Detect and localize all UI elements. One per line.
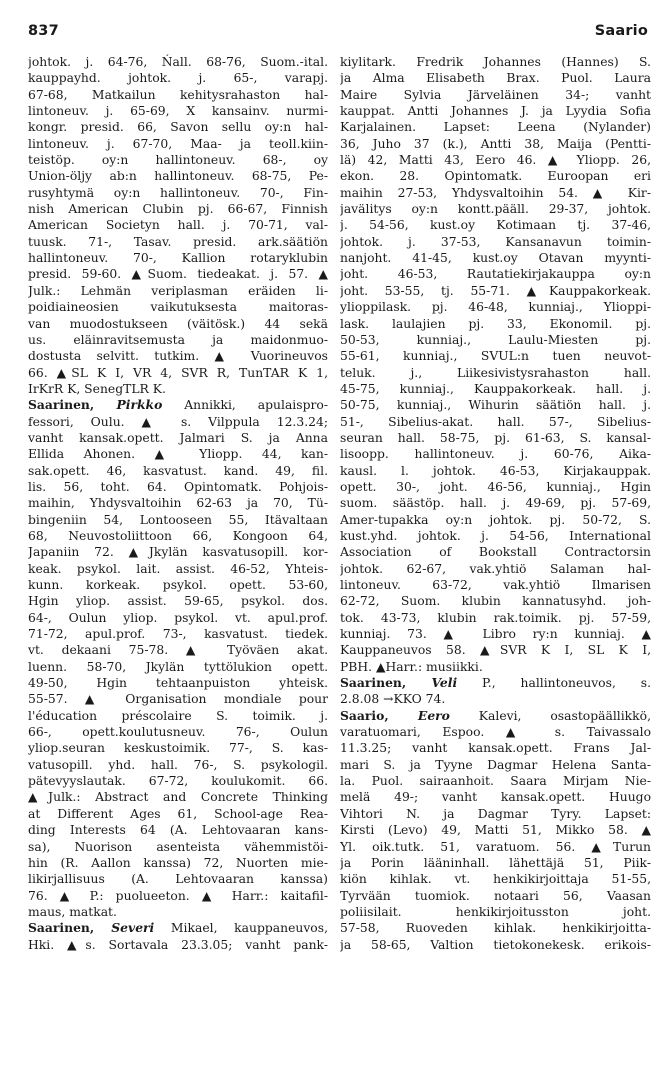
text-line: 45-75, kunniaj., Kauppakorkeak. hall. j. [340,381,651,396]
text-line: vanht kansak.opett. Jalmari S. ja Anna [28,430,328,445]
text-line: nanjoht. 41-45, kust.oy Otavan myynti- [340,251,651,266]
text-line: kust.yhd. johtok. j. 54-56, International [340,528,651,543]
left-text-column [28,54,328,953]
text-line: American Societyn hall. j. 70-71, val- [28,218,328,233]
entry-given-name: Eero [417,707,450,723]
text-line: yliop.seuran keskustoimik. 77-, S. kas- [28,741,328,756]
text-line: dostusta selvitt. tutkim. ▲ Vuorineuvos [28,349,328,364]
text-line: kunniaj. 73. ▲ Libro ry:n kunniaj. ▲ [340,627,651,642]
text-line: 57-58, Ruoveden kihlak. henkikirjoitta- [340,921,651,936]
text-line: johtok. j. 37-53, Kansanavun toimin- [340,234,651,249]
running-head: Saario [594,23,648,39]
text-line: javälitys oy:n kontt.pääll. 29-37, johtok. [340,202,651,217]
text-line: Kirsti (Levo) 49, Matti 51, Mikko 58. ▲ [340,823,651,838]
text-line: sa), Nuorison asenteista vähemmistöi- [28,839,328,854]
text-line: IrKrR K, SenegTLR K. [28,381,166,396]
text-line: lask. laulajien pj. 33, Ekonomil. pj. [340,316,651,331]
text-line: lisoopp. hallintoneuv. j. 60-76, Aika- [340,447,651,462]
text-line: Ellida Ahonen. ▲ Yliopp. 44, kan- [28,447,328,462]
text-line: lintoneuv. j. 65-69, X kansainv. nurmi- [28,104,328,119]
text-line: 55-61, kunniaj., SVUL:n tuen neuvot- [340,349,651,364]
text-line: at Different Ages 61, School-age Rea- [28,806,328,821]
text-line: ▲Julk.: Abstract and Concrete Thinking [28,790,328,805]
text-line: us. eläinravitsemusta ja maidonmuo- [28,332,328,347]
entry-given-name: Pirkko [116,397,163,413]
text-line: 2.8.08 →KKO 74. [340,692,446,707]
text-line: Hki. ▲s. Sortavala 23.3.05; vanht pank- [28,937,328,952]
text-line: tuusk. 71-, Tasav. presid. ark.säätiön [28,234,328,249]
text-line: teluk. j., Liikesivistysrahaston hall. [340,365,651,380]
text-line: poidiaineosien vaikutuksesta maitoras- [28,300,328,315]
entry-surname: Saarinen, [340,675,432,691]
text-line: varatuomari, Espoo. ▲ s. Taivassalo [340,725,651,740]
text-line: poliisilait. henkikirjoitusston joht. [340,904,651,919]
text-line: rusyhtymä oy:n hallintoneuv. 70-, Fin- [28,185,328,200]
text-line: ja Alma Elisabeth Brax. Puol. Laura [340,71,651,86]
text-line: l'éducation préscolaire S. toimik. j. [28,708,328,723]
text-line: PBH. ▲Harr.: musiikki. [340,659,483,674]
text-line: luenn. 58-70, Jkylän tyttölukion opett. [28,659,328,674]
text-line: maihin, Yhdysvaltoihin 62-63 ja 70, Tü- [28,496,328,511]
text-line: Saarinen, Veli P., hallintoneuvos, s. [340,675,651,691]
text-line: ding Interests 64 (A. Lehtovaaran kans- [28,823,328,838]
text-line: hallintoneuv. 70-, Kallion rotaryklubin [28,251,328,266]
text-line: Amer-tupakka oy:n johtok. pj. 50-72, S. [340,512,651,527]
text-line: Kauppaneuvos 58. ▲SVR K I, SL K I, [340,643,651,658]
text-line: nish American Clubin pj. 66-67, Finnish [28,202,328,217]
text-line: kausl. l. johtok. 46-53, Kirjakauppak. [340,463,651,478]
text-line: seuran hall. 58-75, pj. 61-63, S. kansal- [340,430,651,445]
text-line: 49-50, Hgin tehtaanpuiston yhteisk. [28,676,328,691]
text-line: vatusopill. yhd. hall. 76-, S. psykologil. [28,757,328,772]
entry-surname: Saario, [340,707,418,723]
text-line: likirjallisuus (A. Lehtovaaran kanssa) [28,872,328,887]
text-line: hin (R. Aallon kanssa) 72, Nuorten mie- [28,855,328,870]
text-line: Japaniin 72. ▲Jkylän kasvatusopill. kor- [28,545,328,560]
text-line: 62-72, Suom. klubin kannatusyhd. joh- [340,594,651,609]
text-line: Karjalainen. Lapset: Leena (Nylander) [340,120,651,135]
text-line: 64-, Oulun yliop. psykol. vt. apul.prof. [28,610,328,625]
text-line: suom. säästöp. hall. j. 49-69, pj. 57-69, [340,496,651,511]
text-line: ja Porin lääninhall. lähettäjä 51, Piik- [340,855,651,870]
text-line: 51-, Sibelius-akat. hall. 57-, Sibelius- [340,414,651,429]
text-line: ja 58-65, Valtion tietokonekesk. erikois- [340,937,651,952]
text-line: johtok. j. 64-76, Ńall. 68-76, Suom.-ital. [28,55,328,69]
text-line: kunn. korkeak. psykol. opett. 53-60, [28,578,328,592]
text-line: Vihtori N. ja Dagmar Tyry. Lapset: [340,806,651,821]
text-line: vt. dekaani 75-78. ▲ Työväen akat. [28,643,328,658]
text-line: 76. ▲ P.: puolueeton. ▲ Harr.: kaitafil- [28,888,328,903]
text-line: 50-75, kunniaj., Wihurin säätiön hall. j. [340,398,651,413]
entry-surname: Saarinen, [28,920,112,936]
text-line: maus, matkat. [28,904,117,919]
text-line: joht. 46-53, Rautatiekirjakauppa oy:n [340,267,651,282]
text-line: tok. 43-73, klubin rak.toimik. pj. 57-59, [340,610,651,625]
page-number: 837 [28,23,59,39]
text-line: 67-68, Matkailun kehitysrahaston hal- [28,87,328,102]
text-line: kauppat. Antti Johannes J. ja Lyydia Sofia [340,104,651,119]
text-line: Association of Bookstall Contractorsin [340,545,651,560]
text-line: joht. 53-55, tj. 55-71. ▲Kauppakorkeak. [340,283,651,298]
entry-given-name: Severi [111,920,155,936]
text-line: Union-öljy ab:n hallintoneuv. 68-75, Pe- [28,169,328,184]
text-line: la. Puol. sairaanhoit. Saara Mirjam Nie- [340,774,651,789]
text-line: 11.3.25; vanht kansak.opett. Frans Jal- [340,741,651,756]
text-line: kiylitark. Fredrik Johannes (Hannes) S. [340,55,651,69]
text-line: kauppayhd. johtok. j. 65-, varapj. [28,71,328,86]
entry-given-name: Veli [431,675,458,691]
text-line: lintoneuv. j. 67-70, Maa- ja teoll.kiin- [28,136,328,151]
text-line: lis. 56, toht. 64. Opintomatk. Pohjois- [28,479,328,494]
text-line: teistöp. oy:n hallintoneuv. 68-, oy [28,153,328,168]
text-line: 71-72, apul.prof. 73-, kasvatust. tiedek. [28,627,328,642]
text-line: johtok. 62-67, vak.yhtiö Salaman hal- [340,561,651,576]
text-line: pätevyyslautak. 67-72, koulukomit. 66. [28,774,328,789]
text-line: j. 54-56, kust.oy Kotimaan tj. 37-46, [340,218,651,233]
text-line: kongr. presid. 66, Savon sellu oy:n hal- [28,120,328,135]
entry-surname: Saarinen, [28,397,117,413]
text-line: Saarinen, Severi Mikael, kauppaneuvos, [28,920,328,936]
text-line: melä 49-; vanht kansak.opett. Huugo [340,790,651,805]
text-line: bingeniin 54, Lontooseen 55, Itävaltaan [28,512,328,527]
text-line: keak. psykol. lait. assist. 46-52, Yhteis- [28,561,328,576]
text-line: lintoneuv. 63-72, vak.yhtiö Ilmarisen [340,578,651,592]
text-line: 50-53, kunniaj., Laulu-Miesten pj. [340,332,651,347]
text-line: Hgin yliop. assist. 59-65, psykol. dos. [28,594,328,609]
text-line: 66-, opett.koulutusneuv. 76-, Oulun [28,725,328,740]
text-line: lä) 42, Matti 43, Eero 46. ▲ Yliopp. 26, [340,153,651,168]
text-line: Yl. oik.tutk. 51, varatuom. 56. ▲Turun [340,839,651,854]
text-line: presid. 59-60. ▲Suom. tiedeakat. j. 57. ▲ [28,267,328,282]
page-header [28,23,648,45]
text-line: fessori, Oulu. ▲ s. Vilppula 12.3.24; [28,414,328,429]
text-line: 66. ▲SL K I, VR 4, SVR R, TunTAR K 1, [28,365,328,380]
text-line: Julk.: Lehmän veriplasman eräiden li- [28,283,328,298]
text-line: 55-57. ▲ Organisation mondiale pour [28,692,328,707]
text-line: Saario, Eero Kalevi, osastopäällikkö, [340,707,651,723]
text-line: maihin 27-53, Yhdysvaltoihin 54. ▲ Kir- [340,185,651,200]
text-line: ylioppilask. pj. 46-48, kunniaj., Ylioppi- [340,300,651,315]
text-line: kiön kihlak. vt. henkikirjoittaja 51-55, [340,872,651,887]
text-line: opett. 30-, joht. 46-56, kunniaj., Hgin [340,479,651,494]
text-line: mari S. ja Tyyne Dagmar Helena Santa- [340,757,651,772]
text-line: ekon. 28. Opintomatk. Euroopan eri [340,169,651,184]
text-line: Maire Sylvia Järveläinen 34-; vanht [340,87,651,102]
text-line: 68, Neuvostoliittoon 66, Kongoon 64, [28,528,328,543]
text-line: van muodostukseen (väitösk.) 44 sekä [28,316,328,331]
text-line: Tyrvään tuomiok. notaari 56, Vaasan [340,888,651,903]
text-line: sak.opett. 46, kasvatust. kand. 49, fil. [28,463,328,478]
text-line: Saarinen, Pirkko Annikki, apulaispro- [28,397,328,413]
right-text-column [340,54,651,953]
text-line: 36, Juho 37 (k.), Antti 38, Maija (Pentti- [340,136,651,151]
